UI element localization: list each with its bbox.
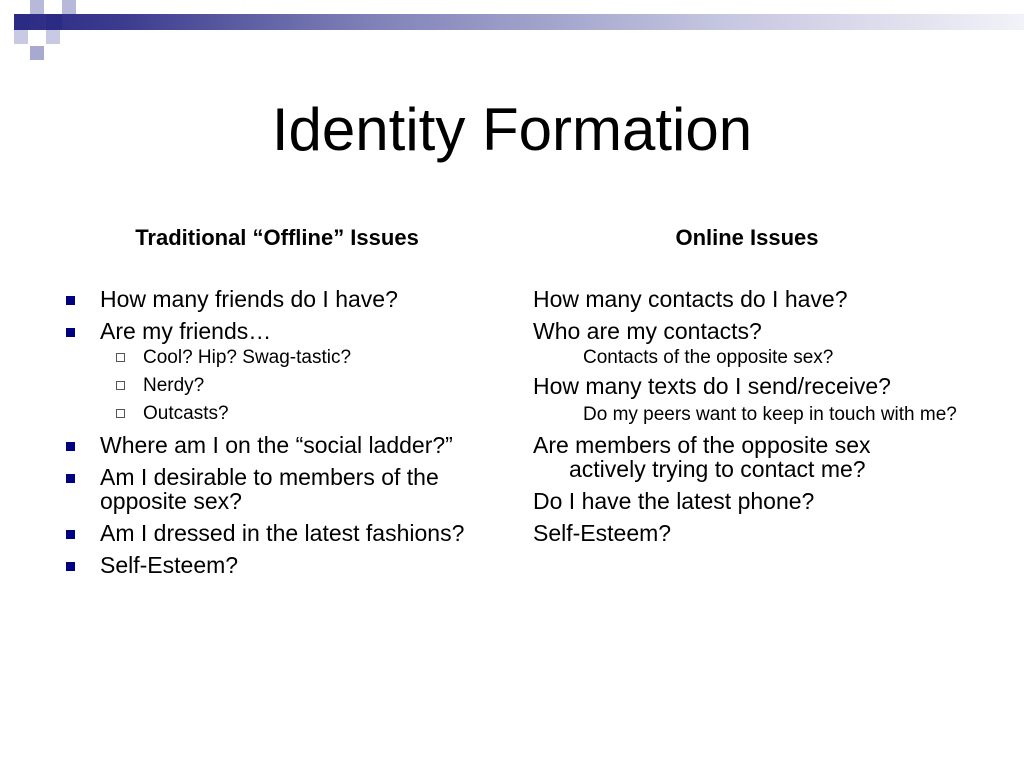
list-item-text: Nerdy?	[143, 375, 205, 396]
list-item: How many texts do I send/receive?	[533, 373, 891, 399]
list-item-text: Cool? Hip? Swag-tastic?	[143, 347, 352, 368]
list-item	[60, 433, 510, 457]
square-bullet-icon	[66, 530, 75, 539]
square-bullet-icon	[66, 328, 75, 337]
hollow-square-bullet-icon	[116, 409, 125, 418]
header-square-decoration	[30, 46, 44, 60]
header-square-decoration	[46, 14, 62, 30]
list-item-text: How many friends do I have?	[100, 286, 398, 312]
header-gradient-bar	[14, 14, 1024, 30]
list-item-text: Am I dressed in the latest fashions?	[100, 520, 465, 546]
sub-list-item: Do my peers want to keep in touch with me?	[583, 404, 957, 425]
list-item-text: Self-Esteem?	[100, 552, 239, 578]
square-bullet-icon	[66, 562, 75, 571]
list-item: Do I have the latest phone?	[533, 488, 815, 514]
list-item-text: Where am I on the “social ladder?”	[100, 432, 453, 458]
right-column-heading: Online Issues	[675, 225, 819, 250]
list-item-text: Are my friends…	[100, 318, 272, 344]
square-bullet-icon	[66, 296, 75, 305]
list-item: How many contacts do I have?	[533, 286, 848, 312]
list-item-text: Outcasts?	[143, 403, 229, 424]
hollow-square-bullet-icon	[116, 381, 125, 390]
sub-list-item	[60, 375, 510, 397]
left-column-heading: Traditional “Offline” Issues	[135, 225, 419, 250]
header-square-decoration	[62, 0, 76, 14]
slide-title: Identity Formation	[271, 96, 753, 163]
list-item: Who are my contacts?	[533, 318, 762, 344]
sub-list-item	[60, 403, 510, 425]
header-square-decoration	[14, 30, 28, 44]
square-bullet-icon	[66, 442, 75, 451]
list-item	[60, 287, 510, 311]
sub-list-item: Contacts of the opposite sex?	[583, 347, 834, 368]
list-item	[60, 521, 510, 545]
list-item	[60, 553, 510, 577]
list-item: Self-Esteem?	[533, 520, 672, 546]
left-column-list	[60, 287, 510, 585]
header-square-decoration	[14, 14, 30, 30]
list-item	[60, 465, 510, 513]
list-item: Are members of the opposite sex actively trying to contact me?	[533, 432, 871, 482]
header-square-decoration	[30, 0, 44, 14]
list-item-text: Am I desirable to members of the opposite sex?	[100, 464, 439, 514]
list-item	[60, 319, 510, 343]
square-bullet-icon	[66, 474, 75, 483]
sub-list-item	[60, 347, 510, 369]
hollow-square-bullet-icon	[116, 353, 125, 362]
header-square-decoration	[46, 30, 60, 44]
right-column-list	[533, 287, 973, 553]
